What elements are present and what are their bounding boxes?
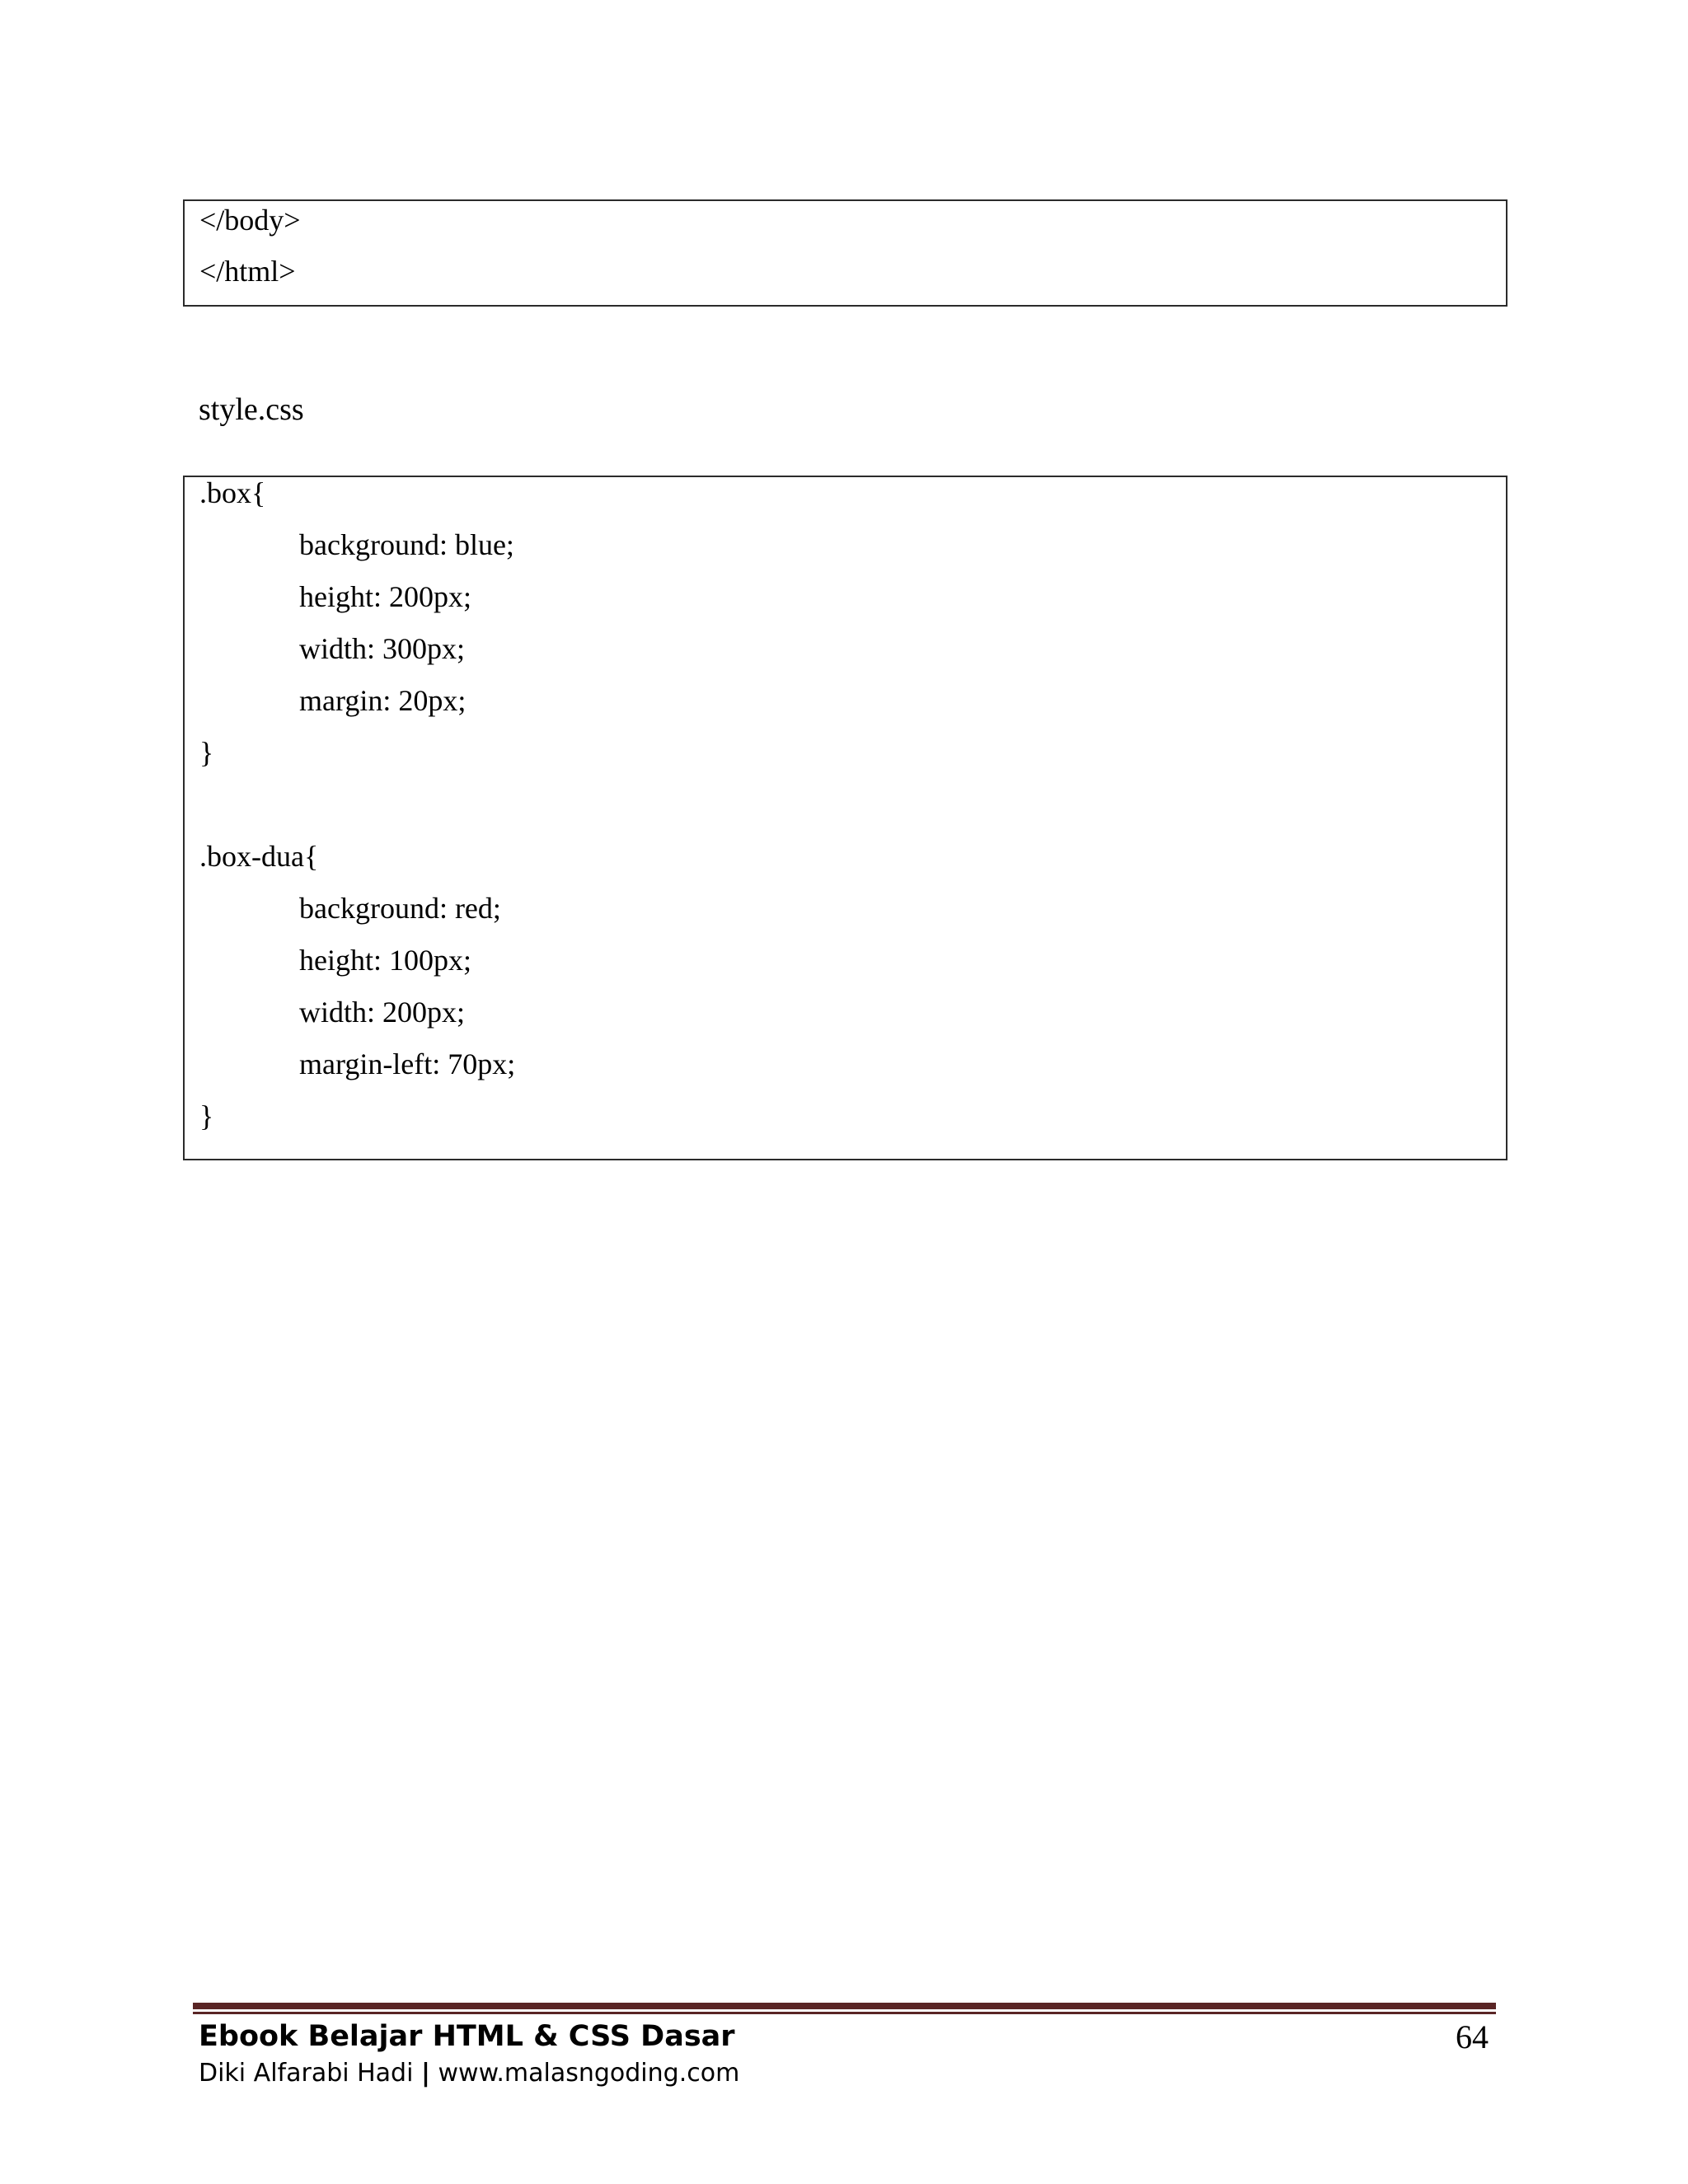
code-block-css — [183, 476, 1507, 1160]
footer-author: Diki Alfarabi Hadi — [199, 2059, 414, 2088]
code-line: width: 300px; — [299, 632, 466, 665]
code-line: background: red; — [299, 892, 501, 925]
footer-rule — [193, 2003, 1496, 2009]
code-line: background: blue; — [299, 528, 514, 561]
code-line: .box{ — [199, 476, 266, 509]
code-line: } — [199, 736, 214, 769]
code-line: } — [199, 1099, 214, 1132]
code-line: margin-left: 70px; — [299, 1047, 516, 1080]
footer-rule-thin — [193, 2012, 1496, 2014]
footer-separator: | — [420, 2059, 430, 2088]
code-line: </html> — [199, 255, 296, 288]
code-block-html-end — [183, 199, 1507, 307]
code-line: width: 200px; — [299, 996, 466, 1029]
code-line: .box-dua{ — [199, 840, 319, 873]
code-line: height: 200px; — [299, 580, 471, 613]
footer-byline — [199, 2059, 739, 2088]
code-line: margin: 20px; — [299, 684, 467, 717]
file-name-label: style.css — [199, 392, 304, 427]
footer-website: www.malasngoding.com — [438, 2059, 740, 2088]
page-number: 64 — [1456, 2018, 1489, 2055]
code-line: height: 100px; — [299, 944, 471, 977]
code-line: </body> — [199, 204, 301, 237]
footer-book-title: Ebook Belajar HTML & CSS Dasar — [199, 2020, 735, 2053]
